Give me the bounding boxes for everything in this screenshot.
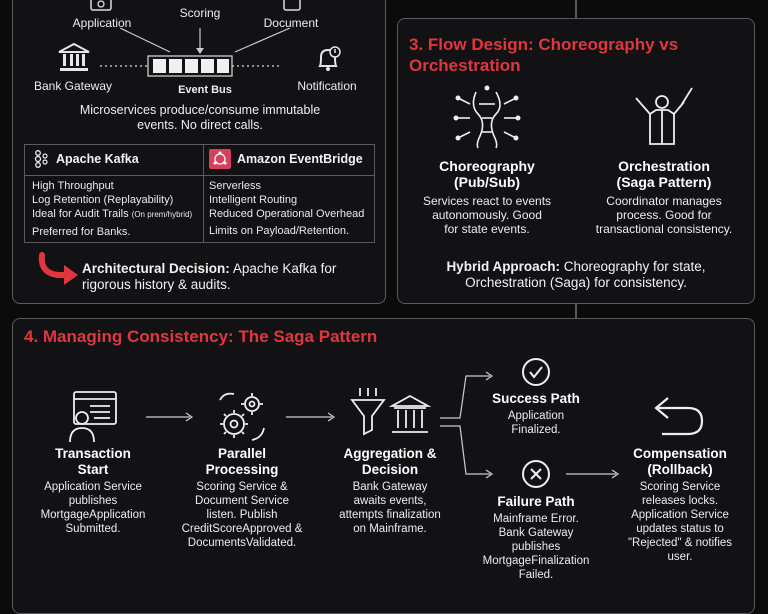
- application-label: Application: [72, 16, 132, 30]
- bell-icon: [313, 44, 343, 74]
- bank-icon: [57, 42, 91, 74]
- document-icon: [280, 0, 304, 12]
- document-label: Document: [263, 16, 319, 30]
- transaction-start-icon: [64, 390, 120, 444]
- scoring-label: Scoring: [179, 6, 221, 20]
- connector-line: [575, 0, 577, 18]
- conductor-icon: [632, 84, 694, 152]
- decision-arrow-icon: [36, 251, 80, 291]
- transaction-start-description: Application Service publishes MortgageApplication Submitted.: [40, 481, 146, 535]
- decision-text: Apache Kafka for: [232, 261, 337, 276]
- parallel-processing-title: Parallel Processing: [205, 446, 279, 477]
- choreography-description: Services react to events autonomously. Good for state events.: [422, 194, 552, 236]
- saga-title: 4. Managing Consistency: The Saga Pattern: [24, 327, 378, 346]
- kafka-point: Log Retention (Replayability): [32, 194, 174, 206]
- arrow-right-icon: [566, 468, 622, 480]
- choreography-icon: [452, 84, 522, 152]
- orchestration-description: Coordinator manages process. Good for transactional consistency.: [595, 194, 733, 236]
- aggregation-decision-description: Bank Gateway awaits events, attempts finalization on Mainframe.: [339, 481, 441, 535]
- kafka-point: Ideal for Audit Trails (On prem/hybrid): [32, 208, 193, 220]
- table-divider: [203, 145, 204, 242]
- event-bus-caption: Microservices produce/consume immutable events. No direct calls.: [79, 103, 321, 132]
- table-header-divider: [25, 175, 374, 176]
- check-icon: [520, 356, 552, 388]
- eventbridge-point: Reduced Operational Overhead: [209, 208, 365, 220]
- hybrid-label: Hybrid Approach:: [446, 259, 560, 274]
- event-bus-queue: [100, 50, 280, 82]
- eventbridge-point: Intelligent Routing: [209, 194, 298, 206]
- parallel-processing-description: Scoring Service & Document Service listen. Publish CreditScoreApproved & DocumentsValidated.: [181, 481, 303, 549]
- kafka-title: Apache Kafka: [56, 152, 139, 166]
- eventbridge-points: [209, 179, 374, 238]
- compensation-title: Compensation (Rollback): [633, 446, 727, 477]
- arrow-right-icon: [286, 411, 338, 423]
- kafka-icon: [33, 150, 49, 168]
- eventbridge-icon: [209, 149, 231, 169]
- success-path-description: Application Finalized.: [507, 410, 565, 436]
- failure-path-title: Failure Path: [497, 494, 575, 509]
- failure-path-description: Mainframe Error. Bank Gateway publishes MortgageFinalization Failed.: [482, 513, 590, 581]
- kafka-point: High Throughput: [32, 180, 114, 192]
- flow-design-title: 3. Flow Design: Choreography vs Orchestration: [409, 35, 679, 75]
- eventbridge-footer: Limits on Payload/Retention.: [209, 225, 350, 237]
- transaction-start-title: Transaction Start: [55, 446, 131, 477]
- choreography-title: Choreography (Pub/Sub): [439, 158, 535, 190]
- hybrid-approach: Hybrid Approach: Choreography for state, Orchestration (Saga) for consistency.: [446, 259, 706, 290]
- compensation-description: Scoring Service releases locks. Application Service updates status to "Rejected" & notifies user.: [627, 481, 733, 563]
- kafka-points: [32, 179, 202, 239]
- bank-gateway-label: Bank Gateway: [33, 79, 113, 93]
- success-path-title: Success Path: [492, 391, 580, 406]
- connector-line: [575, 303, 577, 318]
- eventbridge-title: Amazon EventBridge: [237, 152, 363, 166]
- undo-icon: [652, 390, 706, 440]
- event-bus-label: Event Bus: [178, 84, 232, 96]
- decision-label: Architectural Decision:: [82, 261, 230, 276]
- aggregation-decision-title: Aggregation & Decision: [343, 446, 437, 477]
- notification-label: Notification: [297, 79, 357, 93]
- application-icon: [89, 0, 113, 12]
- orchestration-title: Orchestration (Saga Pattern): [616, 158, 712, 190]
- x-circle-icon: [520, 458, 552, 490]
- architectural-decision: [82, 261, 372, 293]
- funnel-bank-icon: [350, 386, 436, 444]
- arrow-right-icon: [146, 411, 196, 423]
- kafka-audit-note: (On prem/hybrid): [131, 210, 193, 219]
- gears-icon: [214, 388, 270, 444]
- eventbridge-point: Serverless: [209, 180, 261, 192]
- kafka-footer: Preferred for Banks.: [32, 226, 131, 238]
- decision-text: rigorous history & audits.: [82, 277, 231, 292]
